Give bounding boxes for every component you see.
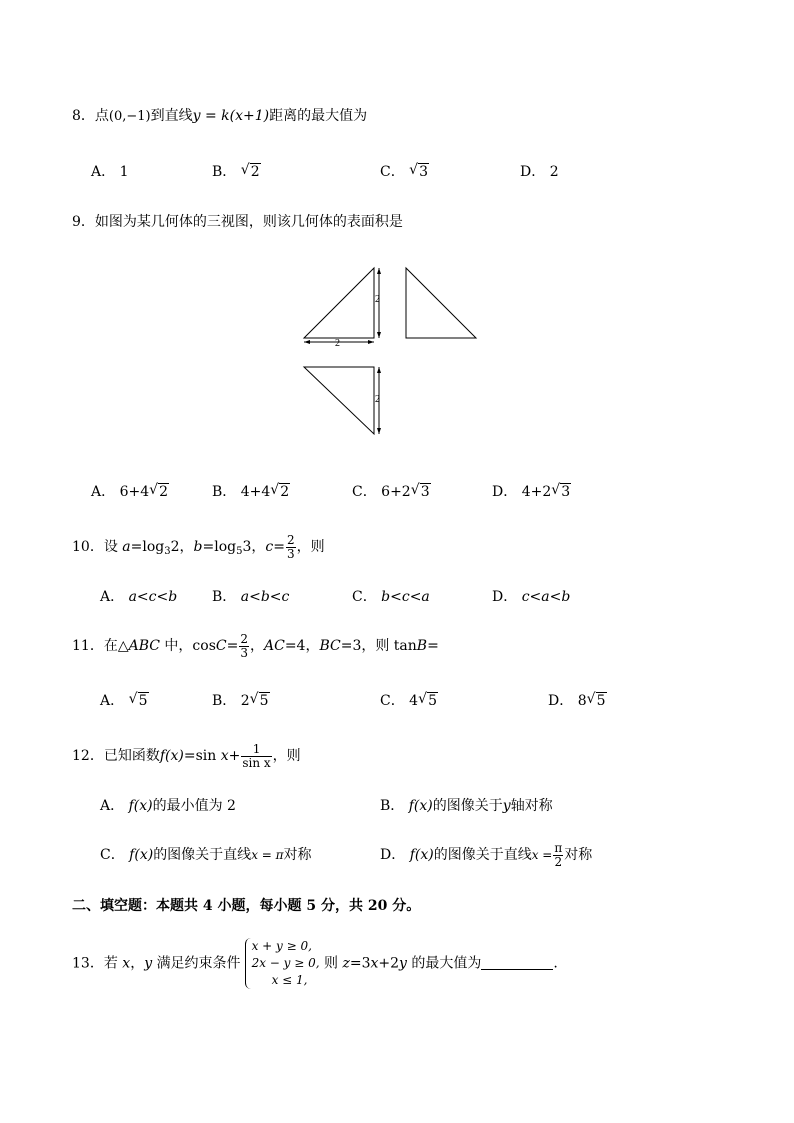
q10-fraction: $\frac{2}{3}$	[287, 532, 295, 561]
q8-option-a: A． 1	[91, 164, 129, 180]
q10-option-a: A． a<c<b	[100, 589, 178, 605]
top-depth-label: 2	[375, 394, 380, 405]
q8-line-eq-left: y = k	[192, 108, 230, 124]
q8-option-b: B． √ 2	[212, 162, 260, 180]
front-height-label: 2	[375, 294, 380, 305]
question-11: 11．在△ABC 中，cosC= $\frac{2}{3}$ ，AC=4，BC=3，则 tanB=	[72, 631, 439, 660]
top-view-triangle	[304, 367, 374, 434]
q12-option-c: C． f(x)的图像关于直线x = π对称	[100, 847, 312, 863]
three-view-diagram	[295, 262, 485, 442]
q11-option-a: A． √ 5	[100, 691, 148, 709]
q8-option-d: D． 2	[520, 164, 559, 180]
q11-option-c: C． 4 √ 5	[380, 691, 438, 709]
q11-option-d: D． 8 √ 5	[548, 691, 606, 709]
q9-option-c: C． 6+2 √ 3	[352, 482, 430, 500]
q9-option-b: B． 4+4 √ 2	[212, 482, 290, 500]
q12-option-d: D． f(x)的图像关于直线x = $\frac{\pi}{2}$ 对称	[380, 840, 593, 869]
question-9: 9．如图为某几何体的三视图，则该几何体的表面积是	[72, 214, 403, 230]
q12-fraction: $\frac{1}{\text{sin x}}$	[242, 741, 271, 770]
question-12: 12．已知函数f(x)=sin x+ $\frac{1}{\text{sin x}}$ ，则	[72, 741, 301, 770]
front-view-triangle	[304, 268, 374, 338]
q8-line-eq-right: (x+1)	[229, 108, 270, 124]
constraint-system: x + y ≥ 0, 2x − y ≥ 0, x ≤ 1,	[245, 938, 320, 989]
q10-option-d: D． c<a<b	[492, 589, 571, 605]
q10-option-b: B． a<b<c	[212, 589, 290, 605]
q8-number: 8．点	[72, 108, 109, 124]
q8-option-c: C． √ 3	[380, 162, 429, 180]
question-8	[72, 106, 367, 127]
q8-point: (0,−1)	[108, 109, 151, 124]
q12-option-a: A． f(x)的最小值为 2	[100, 798, 236, 814]
q8-mid: 到直线	[150, 108, 193, 124]
question-13: 13．若 x，y 满足约束条件 x + y ≥ 0, 2x − y ≥ 0, x ≤ 1, 则 z=3x+2y 的最大值为 .	[72, 939, 558, 987]
front-width-label: 2	[335, 338, 340, 349]
q9-option-d: D． 4+2 √ 3	[492, 482, 571, 500]
q12-option-b: B． f(x)的图像关于y轴对称	[380, 798, 553, 814]
q10-option-c: C． b<c<a	[352, 589, 430, 605]
side-view-triangle	[406, 268, 476, 338]
question-10: 10．设 $a=\log_32$，$b=\log_53$，c= $\frac{2}{3}$ ，则	[72, 532, 325, 561]
section-2-title: 二、填空题：本题共 4 小题，每小题 5 分，共 20 分。	[72, 898, 421, 914]
q11-fraction: $\frac{2}{3}$	[240, 631, 248, 660]
answer-blank	[481, 955, 553, 970]
q8-tail: 距离的最大值为	[269, 108, 368, 124]
q9-option-a: A． 6+4 √ 2	[91, 482, 169, 500]
q11-option-b: B． 2 √ 5	[212, 691, 269, 709]
